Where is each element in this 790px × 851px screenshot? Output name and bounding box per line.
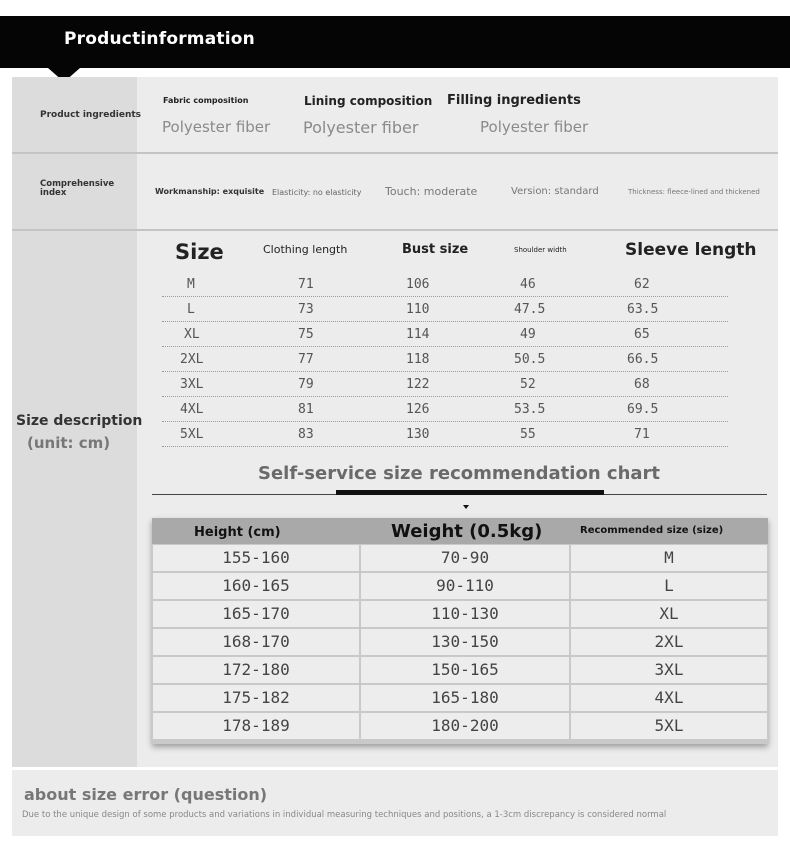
rec-col-size: Recommended size (size) [580,525,724,536]
shoulder-cell: 53.5 [514,402,546,417]
filling-ingredients-heading: Filling ingredients [447,93,581,108]
table-row [152,684,768,711]
height-cell: 172-180 [153,657,359,683]
index-thickness: Thickness: fleece-lined and thickened [628,188,760,196]
shoulder-cell: 49 [520,327,536,342]
shoulder-cell: 55 [520,427,536,442]
lining-composition-value: Polyester fiber [303,118,419,137]
size-col-clothing-length: Clothing length [263,243,348,256]
note-body: Due to the unique design of some products and variations in individual measuring techniques and positions, a 1-3cm discrepancy is considered normal [22,810,667,820]
fabric-composition-heading: Fabric composition [163,96,249,105]
table-row [152,712,768,739]
index-touch: Touch: moderate [385,185,478,198]
recommended-size-cell: XL [571,601,767,627]
sleeve-cell: 68 [634,377,650,392]
rec-col-height: Height (cm) [194,525,281,540]
recommendation-title: Self-service size recommendation chart [257,463,661,484]
index-workmanship: Workmanship: exquisite [155,187,265,196]
table-row [152,544,768,571]
size-cell: 5XL [180,427,204,442]
weight-cell: 110-130 [361,601,569,627]
size-label-cell [12,231,137,767]
table-row [162,422,728,447]
bust-cell: 118 [406,352,430,367]
height-cell: 165-170 [153,601,359,627]
table-row [162,397,728,422]
size-col-bust: Bust size [402,242,469,257]
bust-cell: 106 [406,277,430,292]
table-row [152,656,768,683]
shoulder-cell: 52 [520,377,536,392]
length-cell: 77 [298,352,314,367]
divider [12,229,778,231]
recommended-size-cell: 3XL [571,657,767,683]
index-elasticity: Elasticity: no elasticity [272,188,362,197]
height-cell: 155-160 [153,545,359,571]
height-cell: 178-189 [153,713,359,739]
recommended-size-cell: M [571,545,767,571]
ingredients-label: Product ingredients [40,110,142,120]
header-banner [0,16,790,68]
length-cell: 71 [298,277,314,292]
fabric-composition-value: Polyester fiber [162,118,271,136]
recommendation-table [152,518,768,744]
size-label: Size description [16,413,143,429]
weight-cell: 180-200 [361,713,569,739]
sleeve-cell: 65 [634,327,650,342]
recommended-size-cell: 5XL [571,713,767,739]
divider [12,152,778,154]
length-cell: 81 [298,402,314,417]
recommended-size-cell: L [571,573,767,599]
bust-cell: 114 [406,327,430,342]
sleeve-cell: 69.5 [627,402,659,417]
size-cell: 2XL [180,352,204,367]
table-row [162,347,728,372]
sleeve-cell: 66.5 [627,352,659,367]
length-cell: 75 [298,327,314,342]
size-col-shoulder: Shoulder width [514,246,567,254]
shoulder-cell: 47.5 [514,302,546,317]
size-cell: XL [184,327,200,342]
height-cell: 175-182 [153,685,359,711]
length-cell: 73 [298,302,314,317]
size-cell: M [187,277,195,292]
table-row [162,272,728,297]
bust-cell: 110 [406,302,430,317]
page-title: Productinformation [64,29,255,49]
weight-cell: 165-180 [361,685,569,711]
bust-cell: 126 [406,402,430,417]
size-cell: L [187,302,195,317]
size-unit: (unit: cm) [27,434,111,452]
length-cell: 79 [298,377,314,392]
index-label: Comprehensive index [40,179,115,198]
shoulder-cell: 46 [520,277,536,292]
shoulder-cell: 50.5 [514,352,546,367]
sleeve-cell: 63.5 [627,302,659,317]
weight-cell: 130-150 [361,629,569,655]
height-cell: 168-170 [153,629,359,655]
table-row [162,322,728,347]
height-cell: 160-165 [153,573,359,599]
bust-cell: 130 [406,427,430,442]
size-col-sleeve: Sleeve length [625,240,757,260]
table-row [152,572,768,599]
weight-cell: 90-110 [361,573,569,599]
table-row [152,628,768,655]
recommendation-header [152,518,768,544]
sleeve-cell: 62 [634,277,650,292]
size-cell: 3XL [180,377,204,392]
arrow-down-icon [463,505,469,509]
recommended-size-cell: 2XL [571,629,767,655]
length-cell: 83 [298,427,314,442]
table-row [152,600,768,627]
lining-composition-heading: Lining composition [304,94,433,108]
rec-col-weight: Weight (0.5kg) [391,521,543,542]
bust-cell: 122 [406,377,430,392]
table-row [162,297,728,322]
recommended-size-cell: 4XL [571,685,767,711]
note-title: about size error (question) [24,785,268,804]
table-row [162,372,728,397]
sleeve-cell: 71 [634,427,650,442]
weight-cell: 150-165 [361,657,569,683]
divider-accent [336,490,604,495]
weight-cell: 70-90 [361,545,569,571]
index-version: Version: standard [511,186,599,197]
filling-ingredients-value: Polyester fiber [480,118,589,136]
size-col-size: Size [175,240,224,264]
size-cell: 4XL [180,402,204,417]
